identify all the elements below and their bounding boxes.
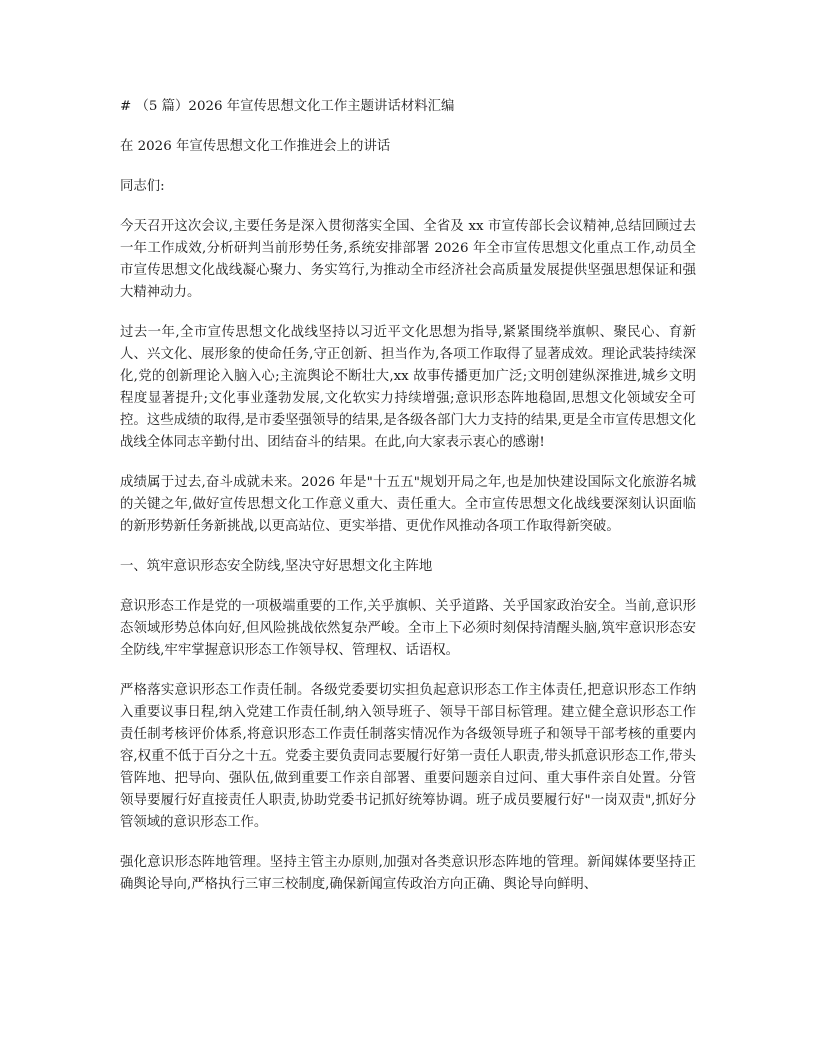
speech-title: 在 2026 年宣传思想文化工作推进会上的讲话 <box>120 139 391 154</box>
paragraph: 严格落实意识形态工作责任制。各级党委要切实担负起意识形态工作主体责任,把意识形态工作纳入重要议事日程,纳入党建工作责任制,纳入领导班子、领导干部目标管理。建立健全意识形态工作责任制考核评价体系,将意识形态工作责任制落实情况作为各级领导班子和领导干部考核的重要内容,权重不低于百分之十五。党委主要负责同志要履行好第一责任人职责,带头抓意识形态工作,带头管阵地、把导向、强队伍,做到重要工作亲自部署、重要问题亲自过问、重大事件亲自处置。分管领导要履行好直接责任人职责,协助党委书记抓好统筹协调。班子成员要履行好"一岗双责",抓好分管领域的意识形态工作。 <box>120 683 696 830</box>
paragraph: 今天召开这次会议,主要任务是深入贯彻落实全国、全省及 xx 市宣传部长会议精神,总结回顾过去一年工作成效,分析研判当前形势任务,系统安排部署 2026 年全市宣传思想文化重点工作,动员全市宣传思想文化战线凝心聚力、务实笃行,为推动全市经济社会高质量发展提供坚强思想保证和强大精神动力。 <box>120 219 696 300</box>
document-page <box>120 96 696 914</box>
paragraph: 意识形态工作是党的一项极端重要的工作,关乎旗帜、关乎道路、关乎国家政治安全。当前,意识形态领域形势总体向好,但风险挑战依然复杂严峻。全市上下必须时刻保持清醒头脑,筑牢意识形态安全防线,牢牢掌握意识形态工作领导权、管理权、话语权。 <box>120 599 696 658</box>
document-title: # （5 篇）2026 年宣传思想文化工作主题讲话材料汇编 <box>120 99 455 114</box>
paragraph: 强化意识形态阵地管理。坚持主管主办原则,加强对各类意识形态阵地的管理。新闻媒体要坚持正确舆论导向,严格执行三审三校制度,确保新闻宣传政治方向正确、舆论导向鲜明、 <box>120 855 696 892</box>
paragraph: 过去一年,全市宣传思想文化战线坚持以习近平文化思想为指导,紧紧围绕举旗帜、聚民心、育新人、兴文化、展形象的使命任务,守正创新、担当作为,各项工作取得了显著成效。理论武装持续深化,党的创新理论入脑入心;主流舆论不断壮大,xx 故事传播更加广泛;文明创建纵深推进,城乡文明程度显著提升;文化事业蓬勃发展,文化软实力持续增强;意识形态阵地稳固,思想文化领域安全可控。这些成绩的取得,是市委坚强领导的结果,是各级各部门大力支持的结果,更是全市宣传思想文化战线全体同志辛勤付出、团结奋斗的结果。在此,向大家表示衷心的感谢! <box>120 325 696 450</box>
paragraph: 成绩属于过去,奋斗成就未来。2026 年是"十五五"规划开局之年,也是加快建设国际文化旅游名城的关键之年,做好宣传思想文化工作意义重大、责任重大。全市宣传思想文化战线要深刻认识面临的新形势新任务新挑战,以更高站位、更实举措、更优作风推动各项工作取得新突破。 <box>120 475 696 534</box>
section-heading: 一、筑牢意识形态安全防线,坚决守好思想文化主阵地 <box>120 559 433 574</box>
salutation: 同志们: <box>120 179 165 194</box>
